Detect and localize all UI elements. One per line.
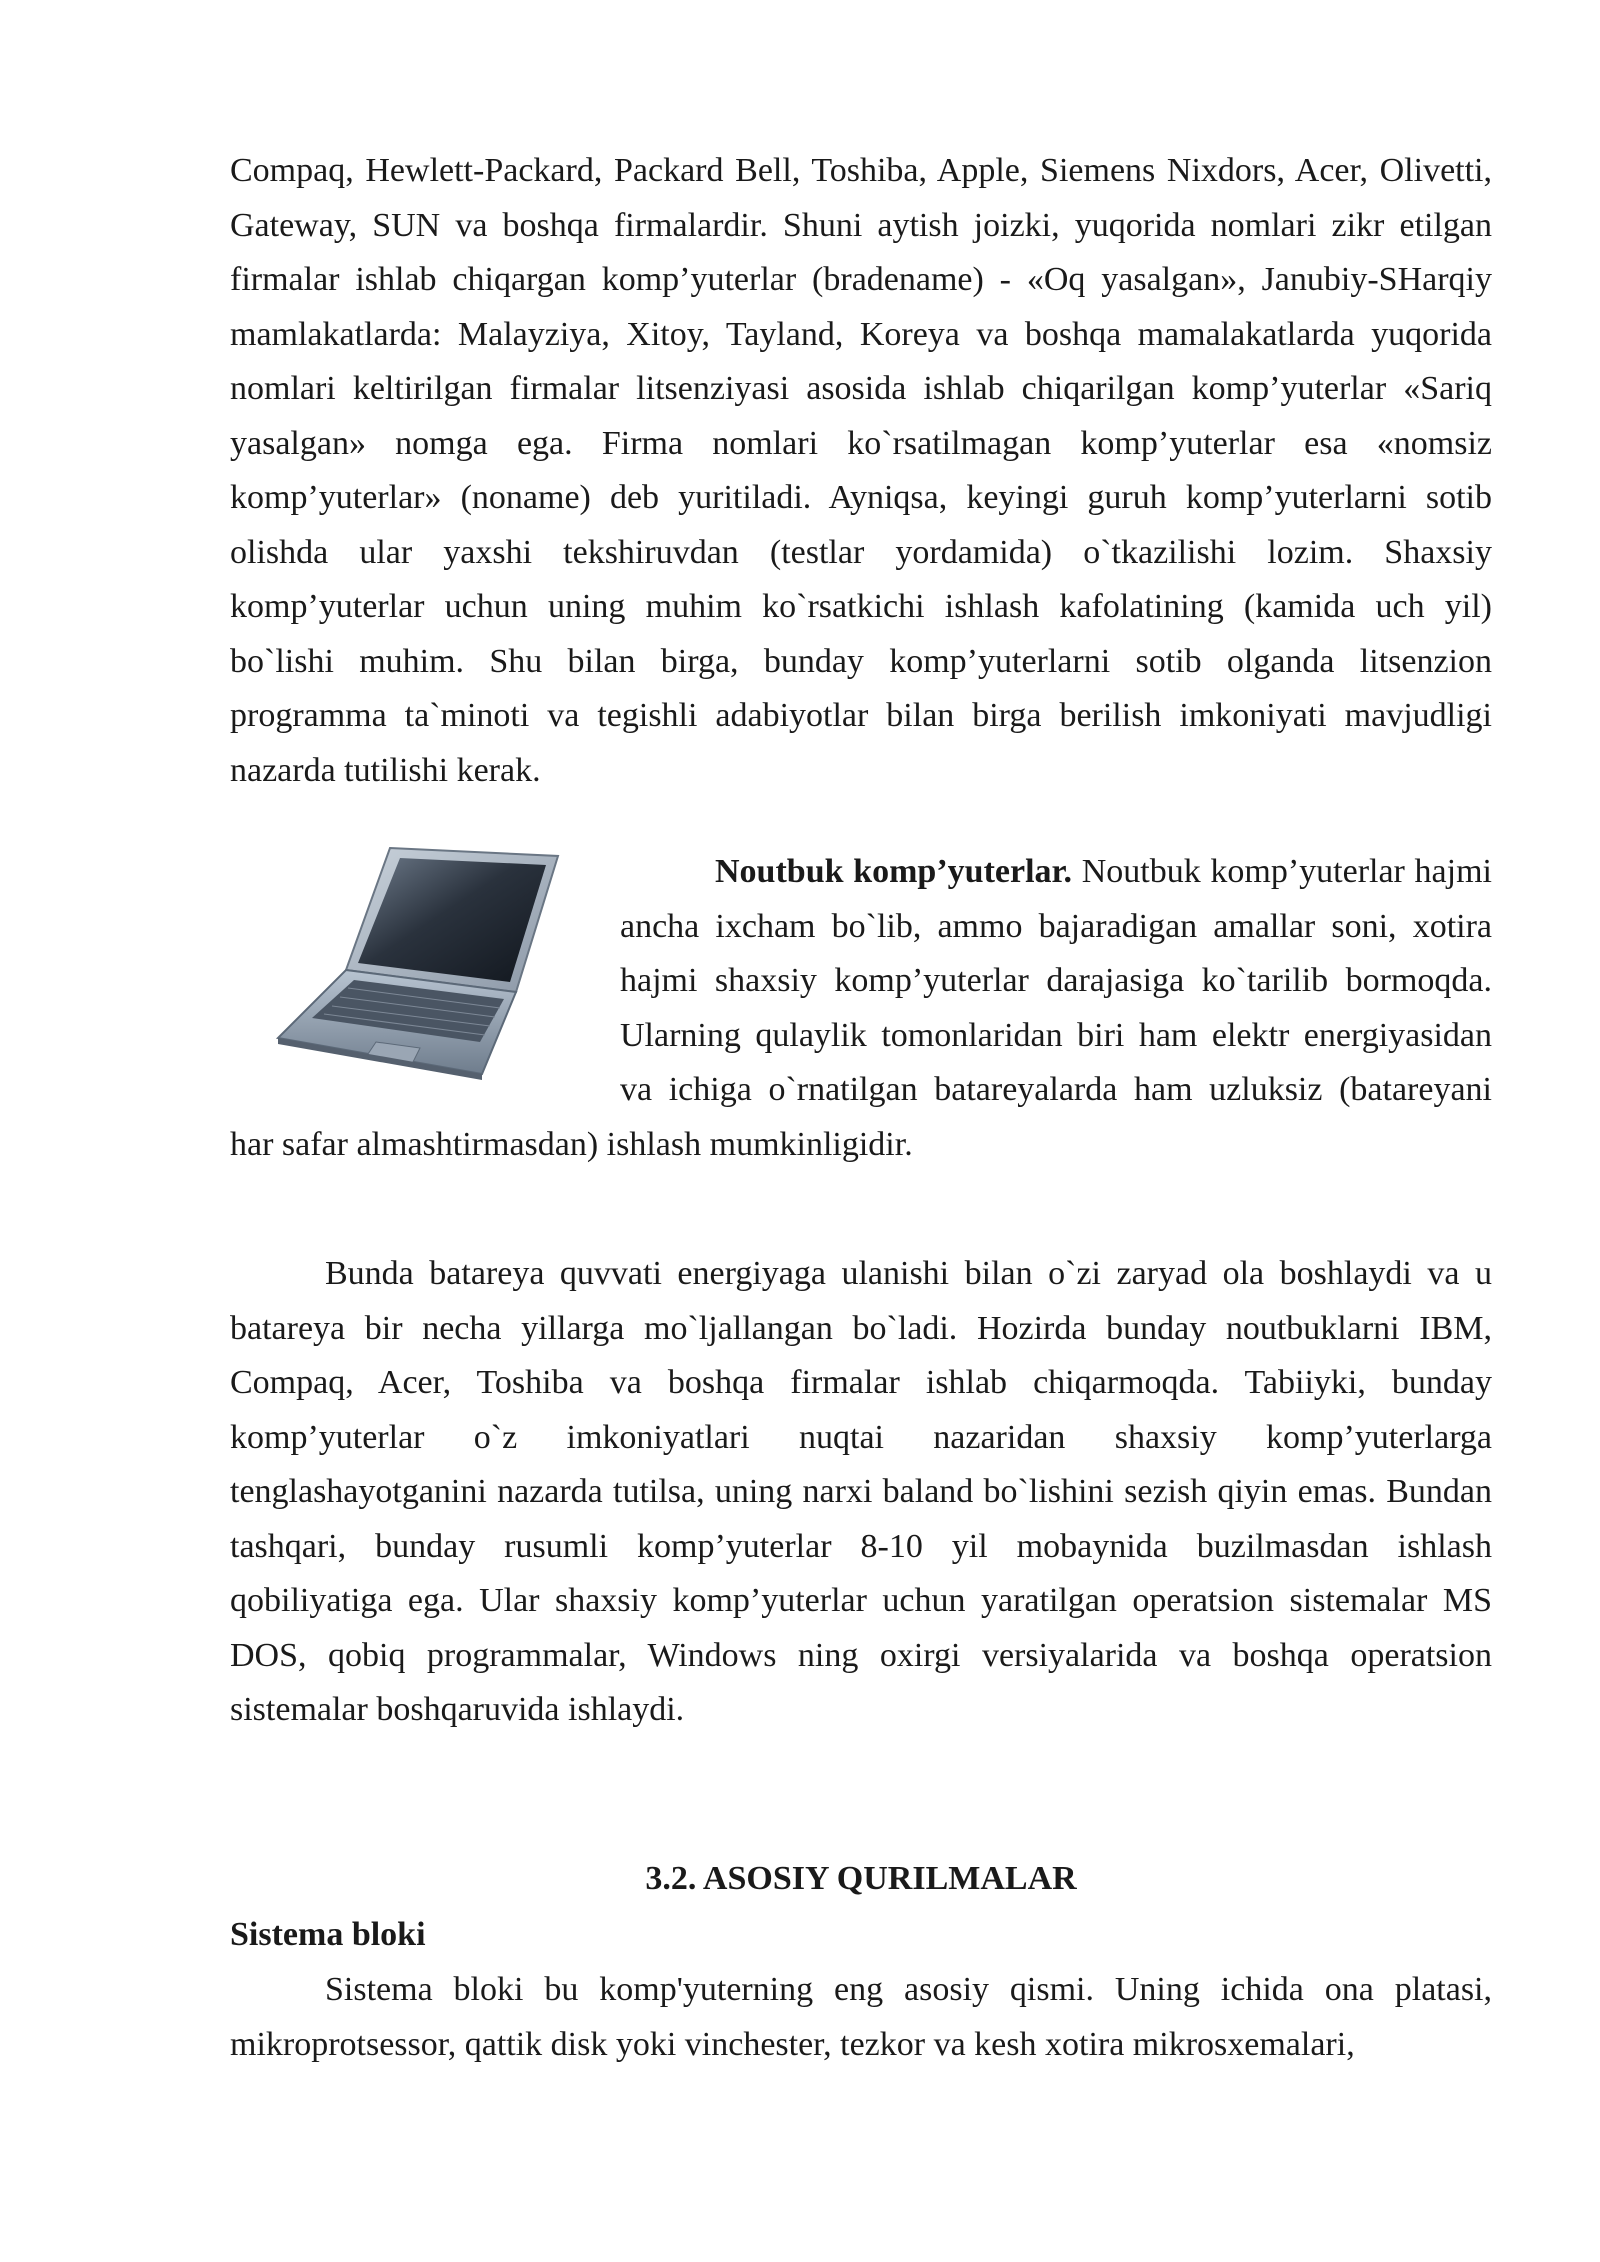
- notebook-text: Noutbuk komp’yuterlar hajmi ancha ixcham bo`lib, ammo bajaradigan amallar soni, xotira hajmi shaxsiy komp’yuterlar darajasiga ko`tarilib bormoqda. Ularning qulaylik tomonlaridan biri ham elektr energiyasidan va ichiga o`rnatilgan batareyalarda ham uzluksiz (batareyani har safar almashtirmasdan) ishlash mumkinligidir.: [230, 853, 1492, 1163]
- image-float-space: [230, 845, 620, 1113]
- notebook-section: [230, 845, 1492, 1172]
- notebook-title: Noutbuk komp’yuterlar.: [715, 853, 1072, 890]
- section-heading: 3.2. ASOSIY QURILMALAR: [645, 1860, 1077, 1897]
- subheading: Sistema bloki: [230, 1916, 426, 1953]
- paragraph-computer-brands: Compaq, Hewlett-Packard, Packard Bell, Toshiba, Apple, Siemens Nixdors, Acer, Olivetti, Gateway, SUN va boshqa firmalardir. Shuni aytish joizki, yuqorida nomlari zikr etilgan firmalar ishlab chiqargan komp’yuterlar (bradename) - «Oq yasalgan», Janubiy-SHarqiy mamlakatlarda: Malayziya, Xitoy, Tayland, Koreya va boshqa mamalakatlarda yuqorida nomlari keltirilgan firmalar litsenziyasi asosida ishlab chiqarilgan komp’yuterlar «Sariq yasalgan» nomga ega. Firma nomlari ko`rsatilmagan komp’yuterlar esa «nomsiz komp’yuterlar» (noname) deb yuritiladi. Ayniqsa, keyingi guruh komp’yuterlarni sotib olishda ular yaxshi tekshiruvdan (testlar yordamida) o`tkazilishi lozim. Shaxsiy komp’yuterlar uchun uning muhim ko`rsatkichi ishlash kafolatining (kamida uch yil) bo`lishi muhim. Shu bilan birga, bunday komp’yuterlarni sotib olganda litsenzion programma ta`minoti va tegishli adabiyotlar bilan birga berilish imkoniyati mavjudligi nazarda tutilishi kerak.: [230, 152, 1492, 789]
- paragraph-battery: Bunda batareya quvvati energiyaga ulanishi bilan o`zi zaryad ola boshlaydi va u batareya bir necha yillarga mo`ljallangan bo`ladi. Hozirda bunday noutbuklarni IBM, Compaq, Acer, Toshiba va boshqa firmalar ishlab chiqarmoqda. Tabiiyki, bunday komp’yuterlar o`z imkoniyatlari nuqtai nazaridan shaxsiy komp’yuterlarga tenglashayotganini nazarda tutilsa, uning narxi baland bo`lishini sezish qiyin emas. Bundan tashqari, bunday rusumli komp’yuterlar 8-10 yil mobaynida buzilmasdan ishlash qobiliyatiga ega. Ular shaxsiy komp’yuterlar uchun yaratilgan operatsion sistemalar MS DOS, qobiq programmalar, Windows ning oxirgi versiyalarida va boshqa operatsion sistemalar boshqaruvida ishlaydi.: [230, 1255, 1492, 1728]
- paragraph-system-block: Sistema bloki bu komp'yuterning eng asosiy qismi. Uning ichida ona platasi, mikroprotsessor, qattik disk yoki vinchester, tezkor va kesh xotira mikrosxemalari,: [230, 1971, 1492, 2063]
